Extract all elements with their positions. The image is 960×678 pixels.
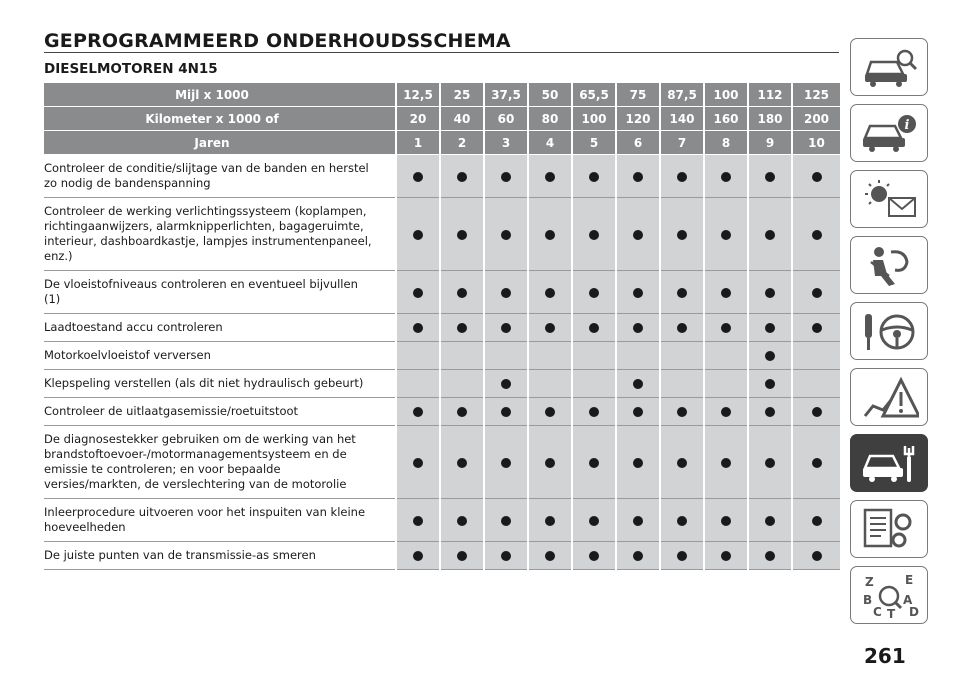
maintenance-dot-icon	[501, 551, 511, 561]
maintenance-dot-icon	[501, 230, 511, 240]
maintenance-dot-icon	[765, 407, 775, 417]
header-spacer	[380, 107, 396, 131]
schedule-cell	[396, 342, 440, 370]
schedule-cell	[748, 314, 792, 342]
schedule-cell	[704, 155, 748, 198]
schedule-cell	[440, 198, 484, 271]
schedule-cell	[792, 155, 840, 198]
schedule-cell	[704, 314, 748, 342]
header-value: 3	[484, 131, 528, 155]
schedule-cell	[484, 155, 528, 198]
schedule-cell	[440, 271, 484, 314]
schedule-cell	[748, 155, 792, 198]
maintenance-dot-icon	[765, 288, 775, 298]
schedule-cell	[792, 426, 840, 499]
schedule-cell	[660, 342, 704, 370]
maintenance-dot-icon	[545, 172, 555, 182]
schedule-cell	[528, 271, 572, 314]
schedule-cell	[528, 314, 572, 342]
maintenance-schedule-table	[44, 83, 840, 570]
table-row	[44, 271, 840, 314]
schedule-cell	[484, 370, 528, 398]
header-value: 4	[528, 131, 572, 155]
maintenance-dot-icon	[765, 516, 775, 526]
schedule-cell	[572, 155, 616, 198]
header-value: 65,5	[572, 83, 616, 107]
maintenance-dot-icon	[812, 288, 822, 298]
maintenance-dot-icon	[413, 323, 423, 333]
maintenance-dot-icon	[545, 458, 555, 468]
schedule-cell	[528, 342, 572, 370]
section-subtitle: DIESELMOTOREN 4N15	[44, 61, 218, 77]
row-label: Klepspeling verstellen (als dit niet hydraulisch gebeurt)	[44, 370, 380, 398]
maintenance-dot-icon	[545, 551, 555, 561]
maintenance-dot-icon	[457, 516, 467, 526]
header-value: 37,5	[484, 83, 528, 107]
maintenance-dot-icon	[545, 288, 555, 298]
chapter-tab-car-info[interactable]	[850, 104, 928, 162]
svg-text:T: T	[887, 607, 896, 618]
schedule-cell	[484, 499, 528, 542]
schedule-cell	[748, 370, 792, 398]
chapter-tab-car-wrench[interactable]	[850, 434, 928, 492]
schedule-cell	[616, 542, 660, 570]
header-value: 25	[440, 83, 484, 107]
schedule-cell	[440, 426, 484, 499]
table-row	[44, 499, 840, 542]
maintenance-dot-icon	[501, 458, 511, 468]
maintenance-dot-icon	[721, 516, 731, 526]
schedule-cell	[396, 271, 440, 314]
maintenance-dot-icon	[589, 407, 599, 417]
header-row	[44, 83, 840, 107]
row-label: De diagnosestekker gebruiken om de werking van het brandstoftoevoer-/motormanagementsysteem en de emissie te controleren; en voor bepaalde versies/markten, de verslechtering van de motorolie	[44, 426, 380, 499]
header-value: 5	[572, 131, 616, 155]
header-value: 112	[748, 83, 792, 107]
row-spacer	[380, 398, 396, 426]
maintenance-dot-icon	[721, 551, 731, 561]
schedule-cell	[748, 271, 792, 314]
schedule-cell	[748, 499, 792, 542]
schedule-cell	[704, 198, 748, 271]
schedule-cell	[792, 499, 840, 542]
table-row	[44, 542, 840, 570]
header-value: 7	[660, 131, 704, 155]
header-value: 200	[792, 107, 840, 131]
maintenance-dot-icon	[413, 551, 423, 561]
schedule-cell	[748, 426, 792, 499]
header-value: 9	[748, 131, 792, 155]
maintenance-dot-icon	[721, 172, 731, 182]
maintenance-dot-icon	[633, 407, 643, 417]
svg-text:Z: Z	[865, 575, 874, 589]
schedule-cell	[572, 398, 616, 426]
maintenance-dot-icon	[721, 407, 731, 417]
maintenance-dot-icon	[812, 458, 822, 468]
schedule-cell	[792, 314, 840, 342]
maintenance-dot-icon	[501, 516, 511, 526]
maintenance-dot-icon	[589, 230, 599, 240]
table-row	[44, 398, 840, 426]
header-value: 1	[396, 131, 440, 155]
maintenance-dot-icon	[721, 230, 731, 240]
schedule-cell	[572, 542, 616, 570]
header-value: 10	[792, 131, 840, 155]
schedule-cell	[660, 398, 704, 426]
chapter-tab-document-gears[interactable]	[850, 500, 928, 558]
chapter-tab-key-steering-wheel[interactable]	[850, 302, 928, 360]
maintenance-dot-icon	[413, 516, 423, 526]
maintenance-dot-icon	[501, 288, 511, 298]
schedule-cell	[528, 398, 572, 426]
schedule-cell	[616, 314, 660, 342]
schedule-cell	[396, 198, 440, 271]
maintenance-dot-icon	[812, 516, 822, 526]
svg-text:B: B	[863, 593, 873, 607]
maintenance-dot-icon	[812, 172, 822, 182]
maintenance-dot-icon	[501, 379, 511, 389]
maintenance-dot-icon	[677, 516, 687, 526]
header-value: 60	[484, 107, 528, 131]
header-spacer	[380, 131, 396, 155]
header-row-label: Mijl x 1000	[44, 83, 380, 107]
maintenance-dot-icon	[633, 323, 643, 333]
schedule-cell	[660, 542, 704, 570]
svg-text:A: A	[903, 593, 913, 607]
header-value: 50	[528, 83, 572, 107]
maintenance-dot-icon	[812, 230, 822, 240]
maintenance-dot-icon	[457, 288, 467, 298]
header-value: 160	[704, 107, 748, 131]
schedule-cell	[528, 426, 572, 499]
table-row	[44, 370, 840, 398]
schedule-cell	[396, 314, 440, 342]
schedule-cell	[440, 342, 484, 370]
header-row-label: Jaren	[44, 131, 380, 155]
maintenance-dot-icon	[545, 230, 555, 240]
maintenance-dot-icon	[501, 323, 511, 333]
svg-text:E: E	[905, 574, 914, 587]
maintenance-dot-icon	[589, 172, 599, 182]
row-spacer	[380, 499, 396, 542]
maintenance-dot-icon	[457, 323, 467, 333]
schedule-cell	[484, 398, 528, 426]
schedule-cell	[440, 499, 484, 542]
schedule-cell	[616, 499, 660, 542]
table-row	[44, 314, 840, 342]
schedule-cell	[440, 370, 484, 398]
chapter-tab-car-search[interactable]	[850, 38, 928, 96]
maintenance-dot-icon	[457, 172, 467, 182]
maintenance-dot-icon	[633, 172, 643, 182]
schedule-cell	[440, 155, 484, 198]
schedule-cell	[616, 342, 660, 370]
maintenance-dot-icon	[677, 458, 687, 468]
header-value: 80	[528, 107, 572, 131]
row-spacer	[380, 198, 396, 271]
maintenance-dot-icon	[633, 551, 643, 561]
schedule-cell	[704, 271, 748, 314]
row-spacer	[380, 155, 396, 198]
maintenance-dot-icon	[812, 407, 822, 417]
schedule-cell	[440, 542, 484, 570]
row-spacer	[380, 370, 396, 398]
schedule-cell	[660, 271, 704, 314]
schedule-cell	[396, 370, 440, 398]
schedule-cell	[704, 370, 748, 398]
row-label: Controleer de conditie/slijtage van de banden en herstel zo nodig de bandenspanning	[44, 155, 380, 198]
maintenance-dot-icon	[589, 516, 599, 526]
schedule-cell	[572, 342, 616, 370]
maintenance-dot-icon	[457, 407, 467, 417]
schedule-cell	[572, 314, 616, 342]
table-row	[44, 198, 840, 271]
schedule-cell	[660, 370, 704, 398]
maintenance-dot-icon	[413, 458, 423, 468]
maintenance-dot-icon	[812, 551, 822, 561]
chapter-tab-airbag-person[interactable]	[850, 236, 928, 294]
schedule-cell	[748, 342, 792, 370]
schedule-cell	[704, 499, 748, 542]
schedule-cell	[396, 398, 440, 426]
maintenance-dot-icon	[765, 458, 775, 468]
row-label: De juiste punten van de transmissie-as smeren	[44, 542, 380, 570]
row-spacer	[380, 426, 396, 499]
header-value: 87,5	[660, 83, 704, 107]
schedule-cell	[792, 342, 840, 370]
schedule-cell	[616, 370, 660, 398]
schedule-cell	[484, 426, 528, 499]
maintenance-dot-icon	[677, 407, 687, 417]
maintenance-dot-icon	[457, 458, 467, 468]
row-label: Motorkoelvloeistof verversen	[44, 342, 380, 370]
schedule-cell	[616, 426, 660, 499]
header-value: 140	[660, 107, 704, 131]
maintenance-dot-icon	[633, 288, 643, 298]
schedule-cell	[396, 155, 440, 198]
row-spacer	[380, 271, 396, 314]
maintenance-dot-icon	[545, 407, 555, 417]
schedule-cell	[396, 426, 440, 499]
maintenance-dot-icon	[413, 288, 423, 298]
maintenance-dot-icon	[765, 351, 775, 361]
schedule-cell	[528, 198, 572, 271]
schedule-cell	[792, 271, 840, 314]
maintenance-dot-icon	[457, 230, 467, 240]
schedule-cell	[660, 426, 704, 499]
header-row-label: Kilometer x 1000 of	[44, 107, 380, 131]
maintenance-dot-icon	[765, 379, 775, 389]
schedule-cell	[572, 198, 616, 271]
row-label: Controleer de uitlaatgasemissie/roetuitstoot	[44, 398, 380, 426]
maintenance-dot-icon	[457, 551, 467, 561]
maintenance-dot-icon	[721, 288, 731, 298]
row-label: Laadtoestand accu controleren	[44, 314, 380, 342]
schedule-cell	[528, 542, 572, 570]
schedule-cell	[792, 370, 840, 398]
schedule-cell	[660, 499, 704, 542]
chapter-tab-warning-light-mail[interactable]	[850, 170, 928, 228]
schedule-cell	[616, 398, 660, 426]
maintenance-dot-icon	[633, 516, 643, 526]
maintenance-dot-icon	[633, 230, 643, 240]
schedule-cell	[572, 370, 616, 398]
maintenance-dot-icon	[545, 516, 555, 526]
maintenance-dot-icon	[589, 458, 599, 468]
chapter-tab-alphabet-index[interactable]	[850, 566, 928, 624]
table-row	[44, 342, 840, 370]
header-value: 12,5	[396, 83, 440, 107]
maintenance-dot-icon	[677, 230, 687, 240]
maintenance-dot-icon	[589, 551, 599, 561]
header-value: 100	[704, 83, 748, 107]
maintenance-dot-icon	[633, 379, 643, 389]
schedule-cell	[704, 342, 748, 370]
maintenance-dot-icon	[765, 323, 775, 333]
schedule-cell	[572, 271, 616, 314]
schedule-cell	[572, 426, 616, 499]
maintenance-dot-icon	[677, 288, 687, 298]
maintenance-dot-icon	[765, 551, 775, 561]
schedule-cell	[748, 198, 792, 271]
maintenance-dot-icon	[501, 407, 511, 417]
schedule-cell	[528, 370, 572, 398]
maintenance-dot-icon	[677, 323, 687, 333]
schedule-cell	[484, 542, 528, 570]
page-title: GEPROGRAMMEERD ONDERHOUDSSCHEMA	[44, 30, 511, 52]
schedule-cell	[748, 398, 792, 426]
schedule-cell	[396, 499, 440, 542]
schedule-cell	[484, 198, 528, 271]
schedule-cell	[484, 314, 528, 342]
schedule-cell	[484, 271, 528, 314]
header-value: 8	[704, 131, 748, 155]
schedule-cell	[528, 499, 572, 542]
row-label: Inleerprocedure uitvoeren voor het inspuiten van kleine hoeveelheden	[44, 499, 380, 542]
maintenance-dot-icon	[545, 323, 555, 333]
header-value: 20	[396, 107, 440, 131]
maintenance-dot-icon	[812, 323, 822, 333]
maintenance-dot-icon	[721, 458, 731, 468]
header-value: 120	[616, 107, 660, 131]
row-spacer	[380, 314, 396, 342]
schedule-cell	[704, 426, 748, 499]
svg-text:D: D	[909, 605, 919, 618]
schedule-cell	[660, 155, 704, 198]
row-label: Controleer de werking verlichtingssysteem (koplampen, richtingaanwijzers, alarmknipperlichten, bagageruimte, interieur, dashboardkastje, lampjes instrumentenpaneel, enz.)	[44, 198, 380, 271]
header-value: 100	[572, 107, 616, 131]
maintenance-dot-icon	[413, 407, 423, 417]
row-spacer	[380, 542, 396, 570]
schedule-cell	[792, 542, 840, 570]
svg-text:i: i	[904, 118, 910, 133]
schedule-cell	[440, 398, 484, 426]
table-row	[44, 155, 840, 198]
maintenance-dot-icon	[765, 172, 775, 182]
title-divider	[44, 52, 839, 53]
schedule-cell	[704, 542, 748, 570]
header-spacer	[380, 83, 396, 107]
row-label: De vloeistofniveaus controleren en eventueel bijvullen (1)	[44, 271, 380, 314]
table-row	[44, 426, 840, 499]
maintenance-dot-icon	[677, 172, 687, 182]
header-value: 2	[440, 131, 484, 155]
svg-text:C: C	[873, 605, 882, 618]
maintenance-dot-icon	[721, 323, 731, 333]
maintenance-dot-icon	[633, 458, 643, 468]
schedule-cell	[660, 198, 704, 271]
maintenance-dot-icon	[765, 230, 775, 240]
maintenance-dot-icon	[677, 551, 687, 561]
maintenance-dot-icon	[589, 323, 599, 333]
header-value: 40	[440, 107, 484, 131]
maintenance-dot-icon	[413, 230, 423, 240]
chapter-tab-road-warning[interactable]	[850, 368, 928, 426]
header-row	[44, 131, 840, 155]
schedule-cell	[440, 314, 484, 342]
schedule-cell	[572, 499, 616, 542]
maintenance-dot-icon	[589, 288, 599, 298]
schedule-cell	[484, 342, 528, 370]
header-value: 125	[792, 83, 840, 107]
schedule-cell	[792, 198, 840, 271]
header-value: 75	[616, 83, 660, 107]
row-spacer	[380, 342, 396, 370]
schedule-cell	[616, 198, 660, 271]
schedule-cell	[528, 155, 572, 198]
schedule-cell	[616, 271, 660, 314]
page-number: 261	[864, 644, 906, 668]
header-value: 180	[748, 107, 792, 131]
maintenance-dot-icon	[501, 172, 511, 182]
header-row	[44, 107, 840, 131]
schedule-cell	[660, 314, 704, 342]
maintenance-dot-icon	[413, 172, 423, 182]
schedule-cell	[396, 542, 440, 570]
schedule-cell	[792, 398, 840, 426]
schedule-cell	[704, 398, 748, 426]
header-value: 6	[616, 131, 660, 155]
schedule-cell	[616, 155, 660, 198]
schedule-cell	[748, 542, 792, 570]
